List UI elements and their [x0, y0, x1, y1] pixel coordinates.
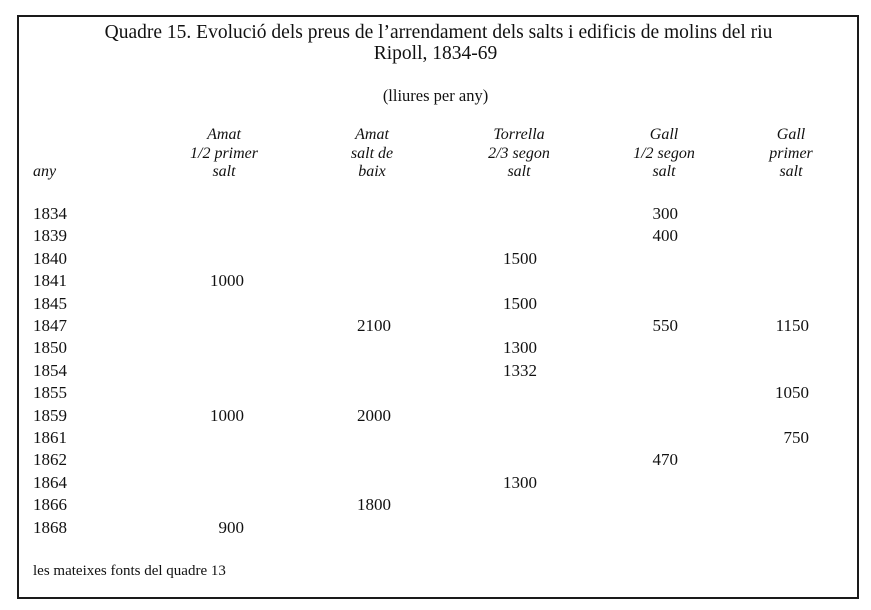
row-year: 1855 — [33, 383, 67, 403]
column-header-line: salt — [652, 163, 676, 180]
column-header-line: salt — [779, 163, 803, 180]
row-year: 1864 — [33, 472, 67, 492]
row-year: 1866 — [33, 495, 67, 515]
row-value-col-4: 300 — [652, 204, 678, 223]
column-header-line: Gall — [649, 126, 679, 143]
column-header-line: Amat — [207, 126, 241, 143]
row-value-col-3: 1500 — [503, 248, 537, 268]
row-year: 1868 — [33, 517, 67, 537]
table-subtitle: (lliures per any) — [382, 86, 489, 105]
column-header-line: Amat — [355, 126, 389, 143]
row-value-col-3: 1300 — [503, 338, 537, 358]
column-header-line: Torrella — [493, 126, 545, 143]
row-year: 1861 — [33, 428, 67, 447]
row-year: 1839 — [33, 226, 67, 246]
column-header-2 — [302, 126, 442, 182]
column-header-line: salt — [507, 163, 531, 180]
row-value-col-1: 900 — [218, 517, 244, 537]
row-year: 1841 — [33, 271, 67, 291]
year-column-header: any — [33, 163, 57, 180]
row-year: 1850 — [33, 338, 67, 358]
row-year: 1847 — [33, 316, 67, 335]
row-value-col-3: 1332 — [503, 360, 537, 380]
row-year: 1859 — [33, 405, 67, 425]
column-header-line: baix — [358, 163, 386, 180]
row-value-col-2: 2100 — [357, 316, 391, 335]
column-header-line: salt de — [350, 144, 394, 162]
row-value-col-5: 1050 — [775, 383, 809, 403]
row-value-col-5: 1150 — [775, 316, 809, 335]
row-value-col-2: 1800 — [357, 495, 391, 515]
column-header-1 — [154, 126, 294, 182]
column-header-line: salt — [212, 163, 236, 180]
row-value-col-1: 1000 — [210, 271, 244, 291]
column-header-line: 1/2 primer — [190, 144, 258, 162]
row-year: 1854 — [33, 360, 67, 380]
row-year: 1840 — [33, 248, 67, 268]
title-line-2: Ripoll, 1834-69 — [373, 43, 498, 64]
row-value-col-4: 400 — [652, 226, 678, 246]
column-header-line: Gall — [776, 126, 806, 143]
row-value-col-5: 750 — [783, 428, 809, 447]
row-year: 1862 — [33, 450, 67, 470]
row-year: 1845 — [33, 293, 67, 313]
table-footnote: les mateixes fonts del quadre 13 — [33, 563, 226, 579]
row-value-col-4: 470 — [652, 450, 678, 470]
column-header-line: 1/2 segon — [633, 144, 695, 162]
row-value-col-3: 1300 — [503, 472, 537, 492]
column-header-4 — [594, 126, 734, 182]
row-value-col-3: 1500 — [503, 293, 537, 313]
column-header-line: 2/3 segon — [488, 144, 550, 162]
title-line-1: Quadre 15. Evolució dels preus de l’arrendament dels salts i edificis de molins del riu — [104, 22, 773, 43]
column-header-5 — [721, 126, 861, 182]
row-value-col-2: 2000 — [357, 405, 391, 425]
row-value-col-1: 1000 — [210, 405, 244, 425]
row-year: 1834 — [33, 204, 67, 223]
column-header-3 — [449, 126, 589, 182]
column-header-line: primer — [769, 144, 813, 162]
row-value-col-4: 550 — [652, 316, 678, 335]
table-title — [0, 22, 871, 64]
